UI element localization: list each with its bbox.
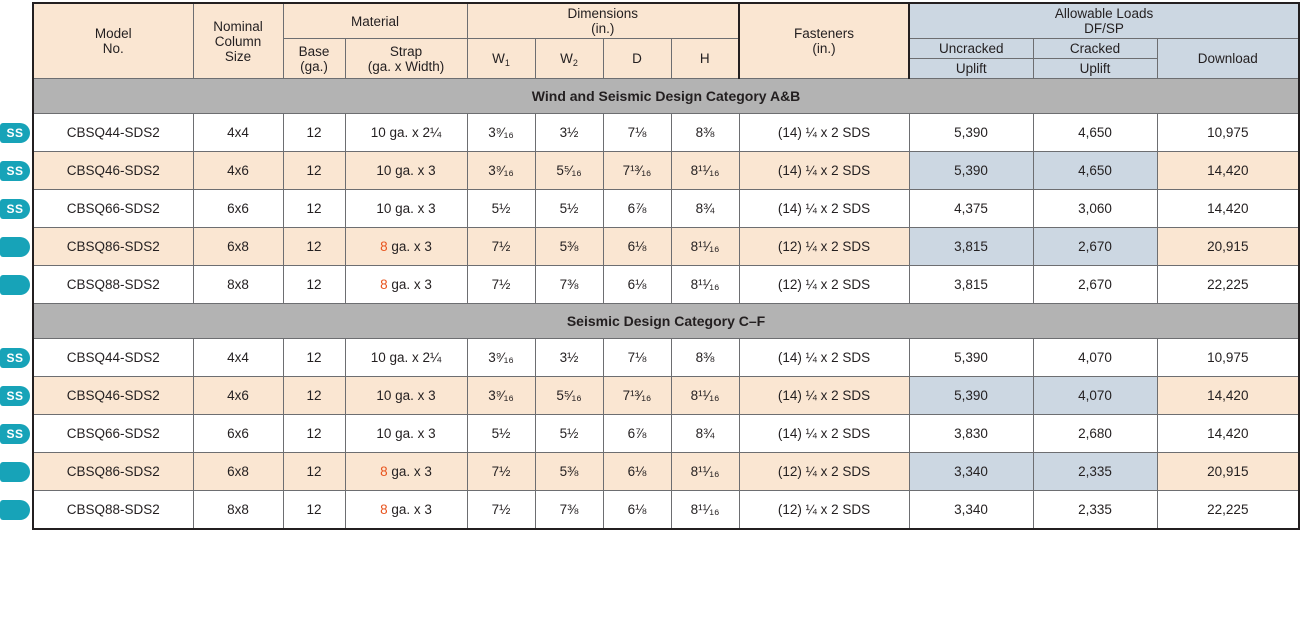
cell-column-size: 6x8 xyxy=(193,228,283,266)
cell-fasteners: (14) ¼ x 2 SDS xyxy=(739,377,909,415)
cell-strap: 8 ga. x 3 xyxy=(345,491,467,530)
cell-strap: 10 ga. x 3 xyxy=(345,190,467,228)
cell-download: 20,915 xyxy=(1157,228,1299,266)
cell-base-ga: 12 xyxy=(283,152,345,190)
cell-w2: 3½ xyxy=(535,339,603,377)
cell-download: 22,225 xyxy=(1157,491,1299,530)
cell-strap: 8 ga. x 3 xyxy=(345,453,467,491)
header-material: Material xyxy=(283,3,467,39)
cell-h: 8⅜ xyxy=(671,114,739,152)
cell-cracked-uplift: 4,070 xyxy=(1033,339,1157,377)
section-header-row xyxy=(33,79,1299,114)
cell-w1: 3⁹⁄₁₆ xyxy=(467,114,535,152)
header-ncs-line1: Nominal xyxy=(213,18,263,34)
row-marker-arrow-icon xyxy=(0,237,30,257)
table-row[interactable] xyxy=(33,453,1299,491)
cell-w1: 5½ xyxy=(467,190,535,228)
cell-download: 10,975 xyxy=(1157,114,1299,152)
cell-download: 14,420 xyxy=(1157,377,1299,415)
cell-cracked-uplift: 2,670 xyxy=(1033,228,1157,266)
cell-cracked-uplift: 3,060 xyxy=(1033,190,1157,228)
cell-model-no: CBSQ46-SDS2 xyxy=(33,152,193,190)
cell-base-ga: 12 xyxy=(283,114,345,152)
row-marker-arrow-icon xyxy=(0,462,30,482)
table-row[interactable] xyxy=(33,266,1299,304)
cell-model-no: CBSQ66-SDS2 xyxy=(33,190,193,228)
cell-w2: 5½ xyxy=(535,415,603,453)
table-row[interactable] xyxy=(33,377,1299,415)
cell-fasteners: (12) ¼ x 2 SDS xyxy=(739,228,909,266)
cell-cracked-uplift: 4,650 xyxy=(1033,114,1157,152)
cell-fasteners: (12) ¼ x 2 SDS xyxy=(739,266,909,304)
cell-w1: 7½ xyxy=(467,228,535,266)
table-row[interactable] xyxy=(33,152,1299,190)
table-row[interactable] xyxy=(33,190,1299,228)
cell-d: 7¹³⁄₁₆ xyxy=(603,377,671,415)
header-w2 xyxy=(535,39,603,79)
product-spec-table xyxy=(32,2,1300,530)
table-row[interactable] xyxy=(33,114,1299,152)
cell-column-size: 8x8 xyxy=(193,266,283,304)
header-fasteners xyxy=(739,3,909,79)
header-base-line1: Base xyxy=(298,43,330,59)
cell-strap: 10 ga. x 2¼ xyxy=(345,339,467,377)
cell-cracked-uplift: 2,335 xyxy=(1033,491,1157,530)
cell-w2: 3½ xyxy=(535,114,603,152)
cell-base-ga: 12 xyxy=(283,190,345,228)
cell-d: 6⅛ xyxy=(603,228,671,266)
cell-d: 6⅛ xyxy=(603,266,671,304)
cell-column-size: 6x6 xyxy=(193,415,283,453)
cell-w2: 5⅜ xyxy=(535,228,603,266)
cell-column-size: 4x4 xyxy=(193,339,283,377)
cell-w2: 5½ xyxy=(535,190,603,228)
cell-model-no: CBSQ44-SDS2 xyxy=(33,114,193,152)
row-marker-ss-icon: SS xyxy=(0,199,30,219)
cell-uncracked-uplift: 3,830 xyxy=(909,415,1033,453)
row-marker-arrow-icon xyxy=(0,500,30,520)
section-title: Seismic Design Category C–F xyxy=(33,304,1299,339)
row-marker-arrow-icon xyxy=(0,275,30,295)
section-header-row xyxy=(33,304,1299,339)
header-dimensions-line1: Dimensions xyxy=(567,6,639,21)
cell-h: 8¹¹⁄₁₆ xyxy=(671,152,739,190)
header-w2-letter: W xyxy=(560,51,573,67)
cell-h: 8¹¹⁄₁₆ xyxy=(671,453,739,491)
cell-h: 8¹¹⁄₁₆ xyxy=(671,491,739,530)
header-fasteners-line2: (in.) xyxy=(812,41,836,57)
header-uncracked: Uncracked xyxy=(909,39,1033,59)
cell-base-ga: 12 xyxy=(283,266,345,304)
cell-strap: 10 ga. x 2¼ xyxy=(345,114,467,152)
cell-h: 8⅜ xyxy=(671,339,739,377)
header-dimensions-line2: (in.) xyxy=(591,21,615,37)
cell-d: 7¹³⁄₁₆ xyxy=(603,152,671,190)
cell-w1: 7½ xyxy=(467,453,535,491)
header-strap xyxy=(345,39,467,79)
table-row[interactable] xyxy=(33,339,1299,377)
cell-d: 6⅛ xyxy=(603,453,671,491)
cell-fasteners: (12) ¼ x 2 SDS xyxy=(739,491,909,530)
header-loads-line1: Allowable Loads xyxy=(1054,6,1154,21)
cell-fasteners: (14) ¼ x 2 SDS xyxy=(739,415,909,453)
cell-uncracked-uplift: 3,815 xyxy=(909,266,1033,304)
cell-uncracked-uplift: 3,340 xyxy=(909,491,1033,530)
cell-w1: 3⁹⁄₁₆ xyxy=(467,339,535,377)
cell-d: 7⅛ xyxy=(603,339,671,377)
header-dimensions xyxy=(467,3,739,39)
cell-download: 22,225 xyxy=(1157,266,1299,304)
header-w1-letter: W xyxy=(492,51,505,67)
cell-download: 20,915 xyxy=(1157,453,1299,491)
cell-model-no: CBSQ88-SDS2 xyxy=(33,266,193,304)
cell-d: 6⅞ xyxy=(603,415,671,453)
cell-cracked-uplift: 2,680 xyxy=(1033,415,1157,453)
table-row[interactable] xyxy=(33,228,1299,266)
cell-uncracked-uplift: 5,390 xyxy=(909,152,1033,190)
header-uplift-uncracked: Uplift xyxy=(909,59,1033,79)
header-allowable-loads xyxy=(909,3,1299,39)
cell-fasteners: (12) ¼ x 2 SDS xyxy=(739,453,909,491)
header-h: H xyxy=(671,39,739,79)
cell-base-ga: 12 xyxy=(283,377,345,415)
header-model-no xyxy=(33,3,193,79)
cell-cracked-uplift: 4,650 xyxy=(1033,152,1157,190)
cell-d: 6⅛ xyxy=(603,491,671,530)
header-model-no-line2: No. xyxy=(102,41,124,57)
cell-w1: 5½ xyxy=(467,415,535,453)
cell-w2: 7⅜ xyxy=(535,266,603,304)
header-fasteners-line1: Fasteners xyxy=(794,26,855,42)
cell-strap: 8 ga. x 3 xyxy=(345,228,467,266)
cell-fasteners: (14) ¼ x 2 SDS xyxy=(739,190,909,228)
section-title: Wind and Seismic Design Category A&B xyxy=(33,79,1299,114)
cell-h: 8¹¹⁄₁₆ xyxy=(671,228,739,266)
cell-model-no: CBSQ86-SDS2 xyxy=(33,228,193,266)
header-loads-line2: DF/SP xyxy=(1084,21,1124,37)
cell-column-size: 4x6 xyxy=(193,152,283,190)
cell-w1: 3⁹⁄₁₆ xyxy=(467,152,535,190)
cell-base-ga: 12 xyxy=(283,415,345,453)
cell-column-size: 4x4 xyxy=(193,114,283,152)
cell-model-no: CBSQ46-SDS2 xyxy=(33,377,193,415)
cell-cracked-uplift: 2,335 xyxy=(1033,453,1157,491)
cell-column-size: 6x6 xyxy=(193,190,283,228)
cell-uncracked-uplift: 5,390 xyxy=(909,377,1033,415)
cell-strap: 10 ga. x 3 xyxy=(345,415,467,453)
cell-download: 14,420 xyxy=(1157,190,1299,228)
cell-uncracked-uplift: 4,375 xyxy=(909,190,1033,228)
cell-h: 8¹¹⁄₁₆ xyxy=(671,377,739,415)
header-cracked: Cracked xyxy=(1033,39,1157,59)
cell-model-no: CBSQ86-SDS2 xyxy=(33,453,193,491)
row-marker-ss-icon: SS xyxy=(0,424,30,444)
header-ncs-line3: Size xyxy=(224,48,252,64)
cell-column-size: 4x6 xyxy=(193,377,283,415)
cell-uncracked-uplift: 5,390 xyxy=(909,114,1033,152)
header-d: D xyxy=(603,39,671,79)
cell-fasteners: (14) ¼ x 2 SDS xyxy=(739,339,909,377)
cell-strap: 10 ga. x 3 xyxy=(345,377,467,415)
cell-cracked-uplift: 2,670 xyxy=(1033,266,1157,304)
cell-strap: 8 ga. x 3 xyxy=(345,266,467,304)
cell-base-ga: 12 xyxy=(283,491,345,530)
cell-model-no: CBSQ66-SDS2 xyxy=(33,415,193,453)
header-nominal-column-size xyxy=(193,3,283,79)
row-marker-ss-icon: SS xyxy=(0,123,30,143)
cell-column-size: 6x8 xyxy=(193,453,283,491)
row-badge-gutter xyxy=(0,0,32,637)
header-strap-line2: (ga. x Width) xyxy=(367,58,445,74)
cell-uncracked-uplift: 3,340 xyxy=(909,453,1033,491)
cell-fasteners: (14) ¼ x 2 SDS xyxy=(739,114,909,152)
cell-column-size: 8x8 xyxy=(193,491,283,530)
cell-w1: 7½ xyxy=(467,491,535,530)
cell-model-no: CBSQ44-SDS2 xyxy=(33,339,193,377)
cell-download: 14,420 xyxy=(1157,152,1299,190)
cell-base-ga: 12 xyxy=(283,339,345,377)
cell-model-no: CBSQ88-SDS2 xyxy=(33,491,193,530)
cell-d: 6⅞ xyxy=(603,190,671,228)
table-body xyxy=(33,79,1299,530)
header-w1 xyxy=(467,39,535,79)
row-marker-ss-icon: SS xyxy=(0,161,30,181)
row-marker-ss-icon: SS xyxy=(0,386,30,406)
table-row[interactable] xyxy=(33,415,1299,453)
cell-download: 14,420 xyxy=(1157,415,1299,453)
cell-download: 10,975 xyxy=(1157,339,1299,377)
cell-base-ga: 12 xyxy=(283,228,345,266)
cell-w2: 5⁵⁄₁₆ xyxy=(535,152,603,190)
cell-h: 8¾ xyxy=(671,190,739,228)
cell-w2: 7⅜ xyxy=(535,491,603,530)
cell-h: 8¹¹⁄₁₆ xyxy=(671,266,739,304)
header-uplift-cracked: Uplift xyxy=(1033,59,1157,79)
header-model-no-line1: Model xyxy=(94,26,132,42)
header-download: Download xyxy=(1157,39,1299,79)
header-ncs-line2: Column xyxy=(214,33,262,49)
header-strap-line1: Strap xyxy=(389,43,423,59)
cell-w1: 7½ xyxy=(467,266,535,304)
cell-w2: 5⅜ xyxy=(535,453,603,491)
cell-strap: 10 ga. x 3 xyxy=(345,152,467,190)
cell-w2: 5⁵⁄₁₆ xyxy=(535,377,603,415)
cell-fasteners: (14) ¼ x 2 SDS xyxy=(739,152,909,190)
cell-uncracked-uplift: 3,815 xyxy=(909,228,1033,266)
header-base-ga xyxy=(283,39,345,79)
cell-base-ga: 12 xyxy=(283,453,345,491)
cell-d: 7⅛ xyxy=(603,114,671,152)
header-w2-sub: 2 xyxy=(572,58,578,69)
table-row[interactable] xyxy=(33,491,1299,530)
cell-h: 8¾ xyxy=(671,415,739,453)
cell-cracked-uplift: 4,070 xyxy=(1033,377,1157,415)
cell-w1: 3⁹⁄₁₆ xyxy=(467,377,535,415)
header-w1-sub: 1 xyxy=(504,58,510,69)
row-marker-ss-icon: SS xyxy=(0,348,30,368)
header-base-line2: (ga.) xyxy=(300,58,328,74)
table-header xyxy=(33,3,1299,79)
cell-uncracked-uplift: 5,390 xyxy=(909,339,1033,377)
